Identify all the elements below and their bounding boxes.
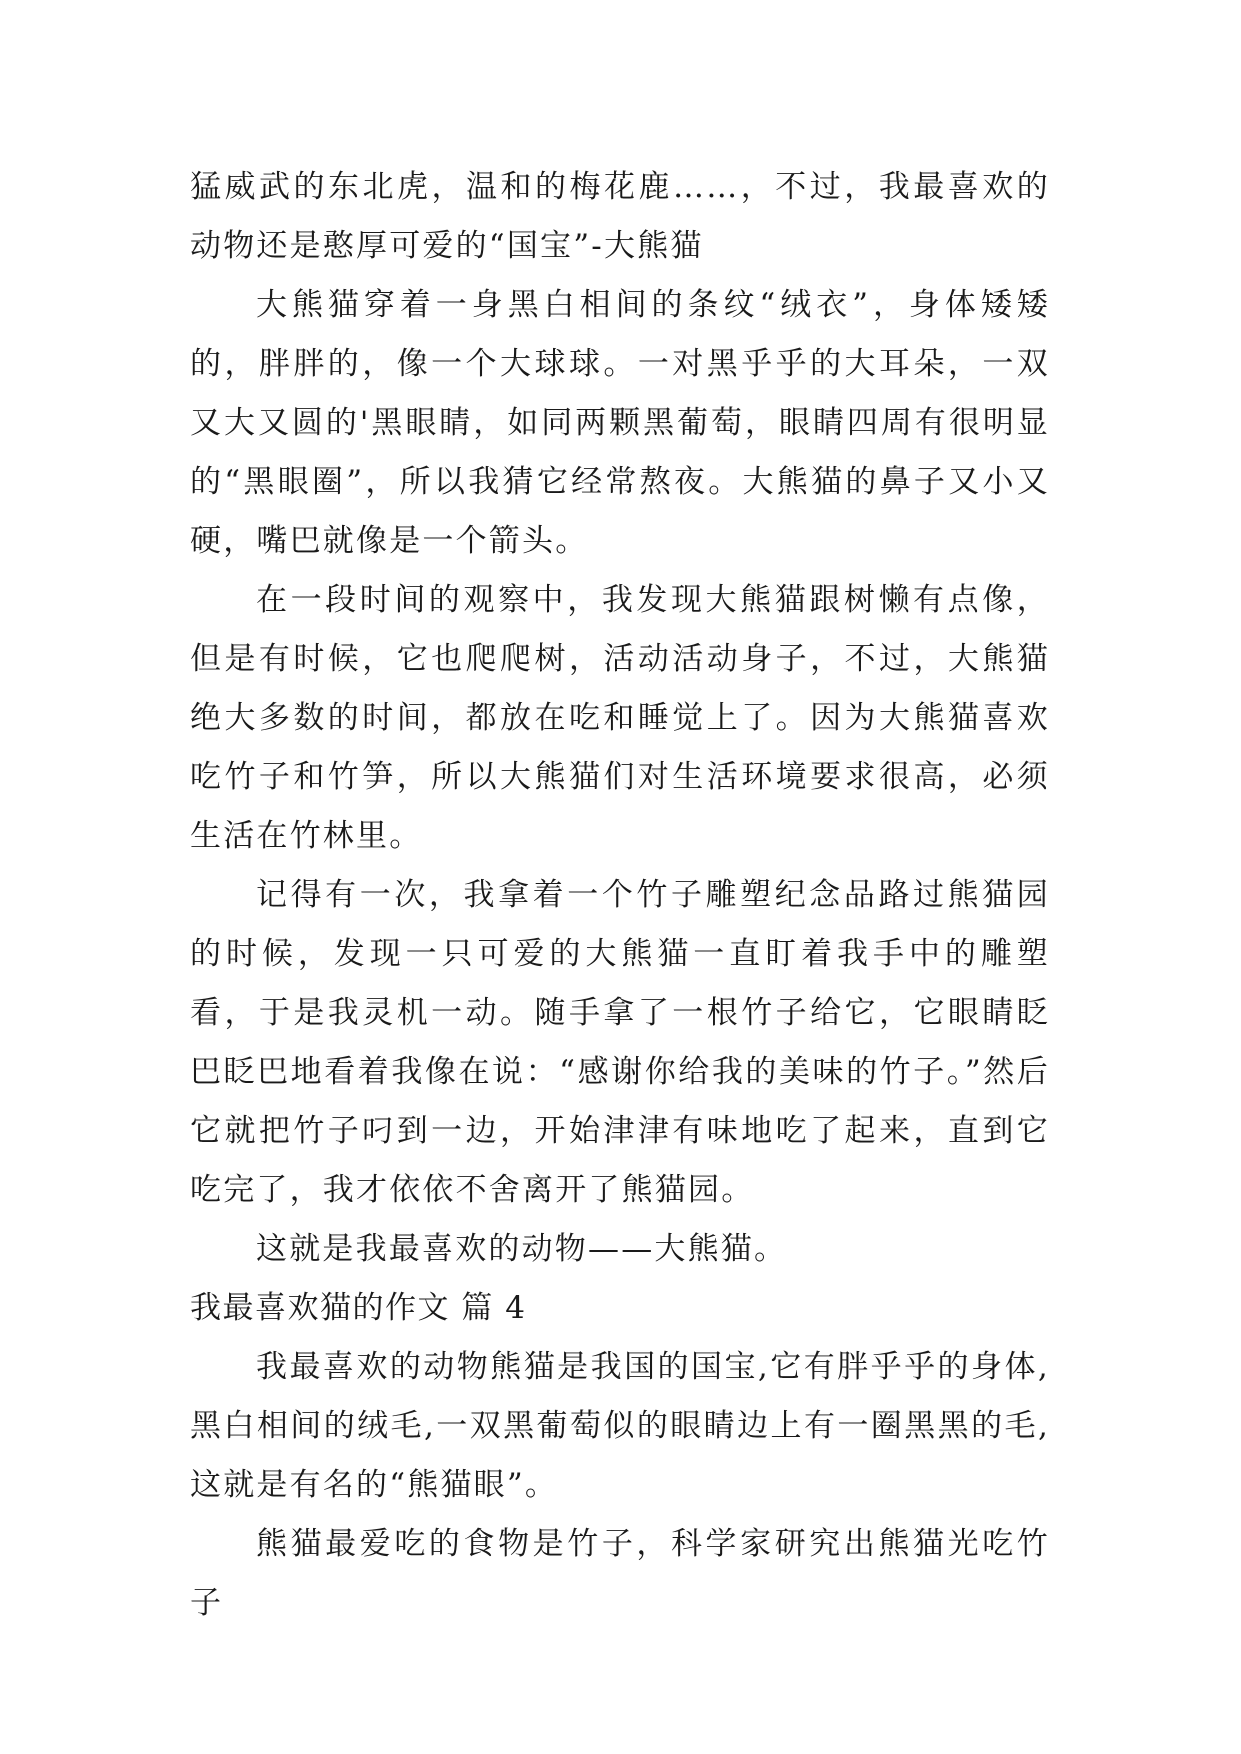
paragraph-appearance: 大熊猫穿着一身黑白相间的条纹“绒衣”，身体矮矮的，胖胖的，像一个大球球。一对黑乎乎的大耳朵，一双又大又圆的'黑眼睛，如同两颗黑葡萄，眼睛四周有很明显的“黑眼圈”，所以我猜它经常熬夜。大熊猫的鼻子又小又硬，嘴巴就像是一个箭头。 <box>190 287 1050 559</box>
paragraph-conclusion: 这就是我最喜欢的动物——大熊猫。 <box>256 1231 788 1267</box>
paragraph-food: 熊猫最爱吃的食物是竹子，科学家研究出熊猫光吃竹子 <box>190 1526 1050 1621</box>
document-body <box>190 158 1050 1633</box>
paragraph-habits: 在一段时间的观察中，我发现大熊猫跟树懒有点像，但是有时候，它也爬爬树，活动活动身子，不过，大熊猫绝大多数的时间，都放在吃和睡觉上了。因为大熊猫喜欢吃竹子和竹笋，所以大熊猫们对生活环境要求很高，必须生活在竹林里。 <box>190 582 1050 854</box>
paragraph-intro: 猛威武的东北虎，温和的梅花鹿……，不过，我最喜欢的动物还是憨厚可爱的“国宝”-大熊猫 <box>190 169 1050 264</box>
paragraph-national-treasure: 我最喜欢的动物熊猫是我国的国宝,它有胖乎乎的身体,黑白相间的绒毛,一双黑葡萄似的眼睛边上有一圈黑黑的毛,这就是有名的“熊猫眼”。 <box>190 1349 1050 1503</box>
section-heading: 我最喜欢猫的作文 篇 4 <box>190 1290 527 1326</box>
paragraph-story: 记得有一次，我拿着一个竹子雕塑纪念品路过熊猫园的时候，发现一只可爱的大熊猫一直盯着我手中的雕塑看，于是我灵机一动。随手拿了一根竹子给它，它眼睛眨巴眨巴地看着我像在说：“感谢你给我的美味的竹子。”然后它就把竹子叼到一边，开始津津有味地吃了起来，直到它吃完了，我才依依不舍离开了熊猫园。 <box>190 877 1050 1208</box>
